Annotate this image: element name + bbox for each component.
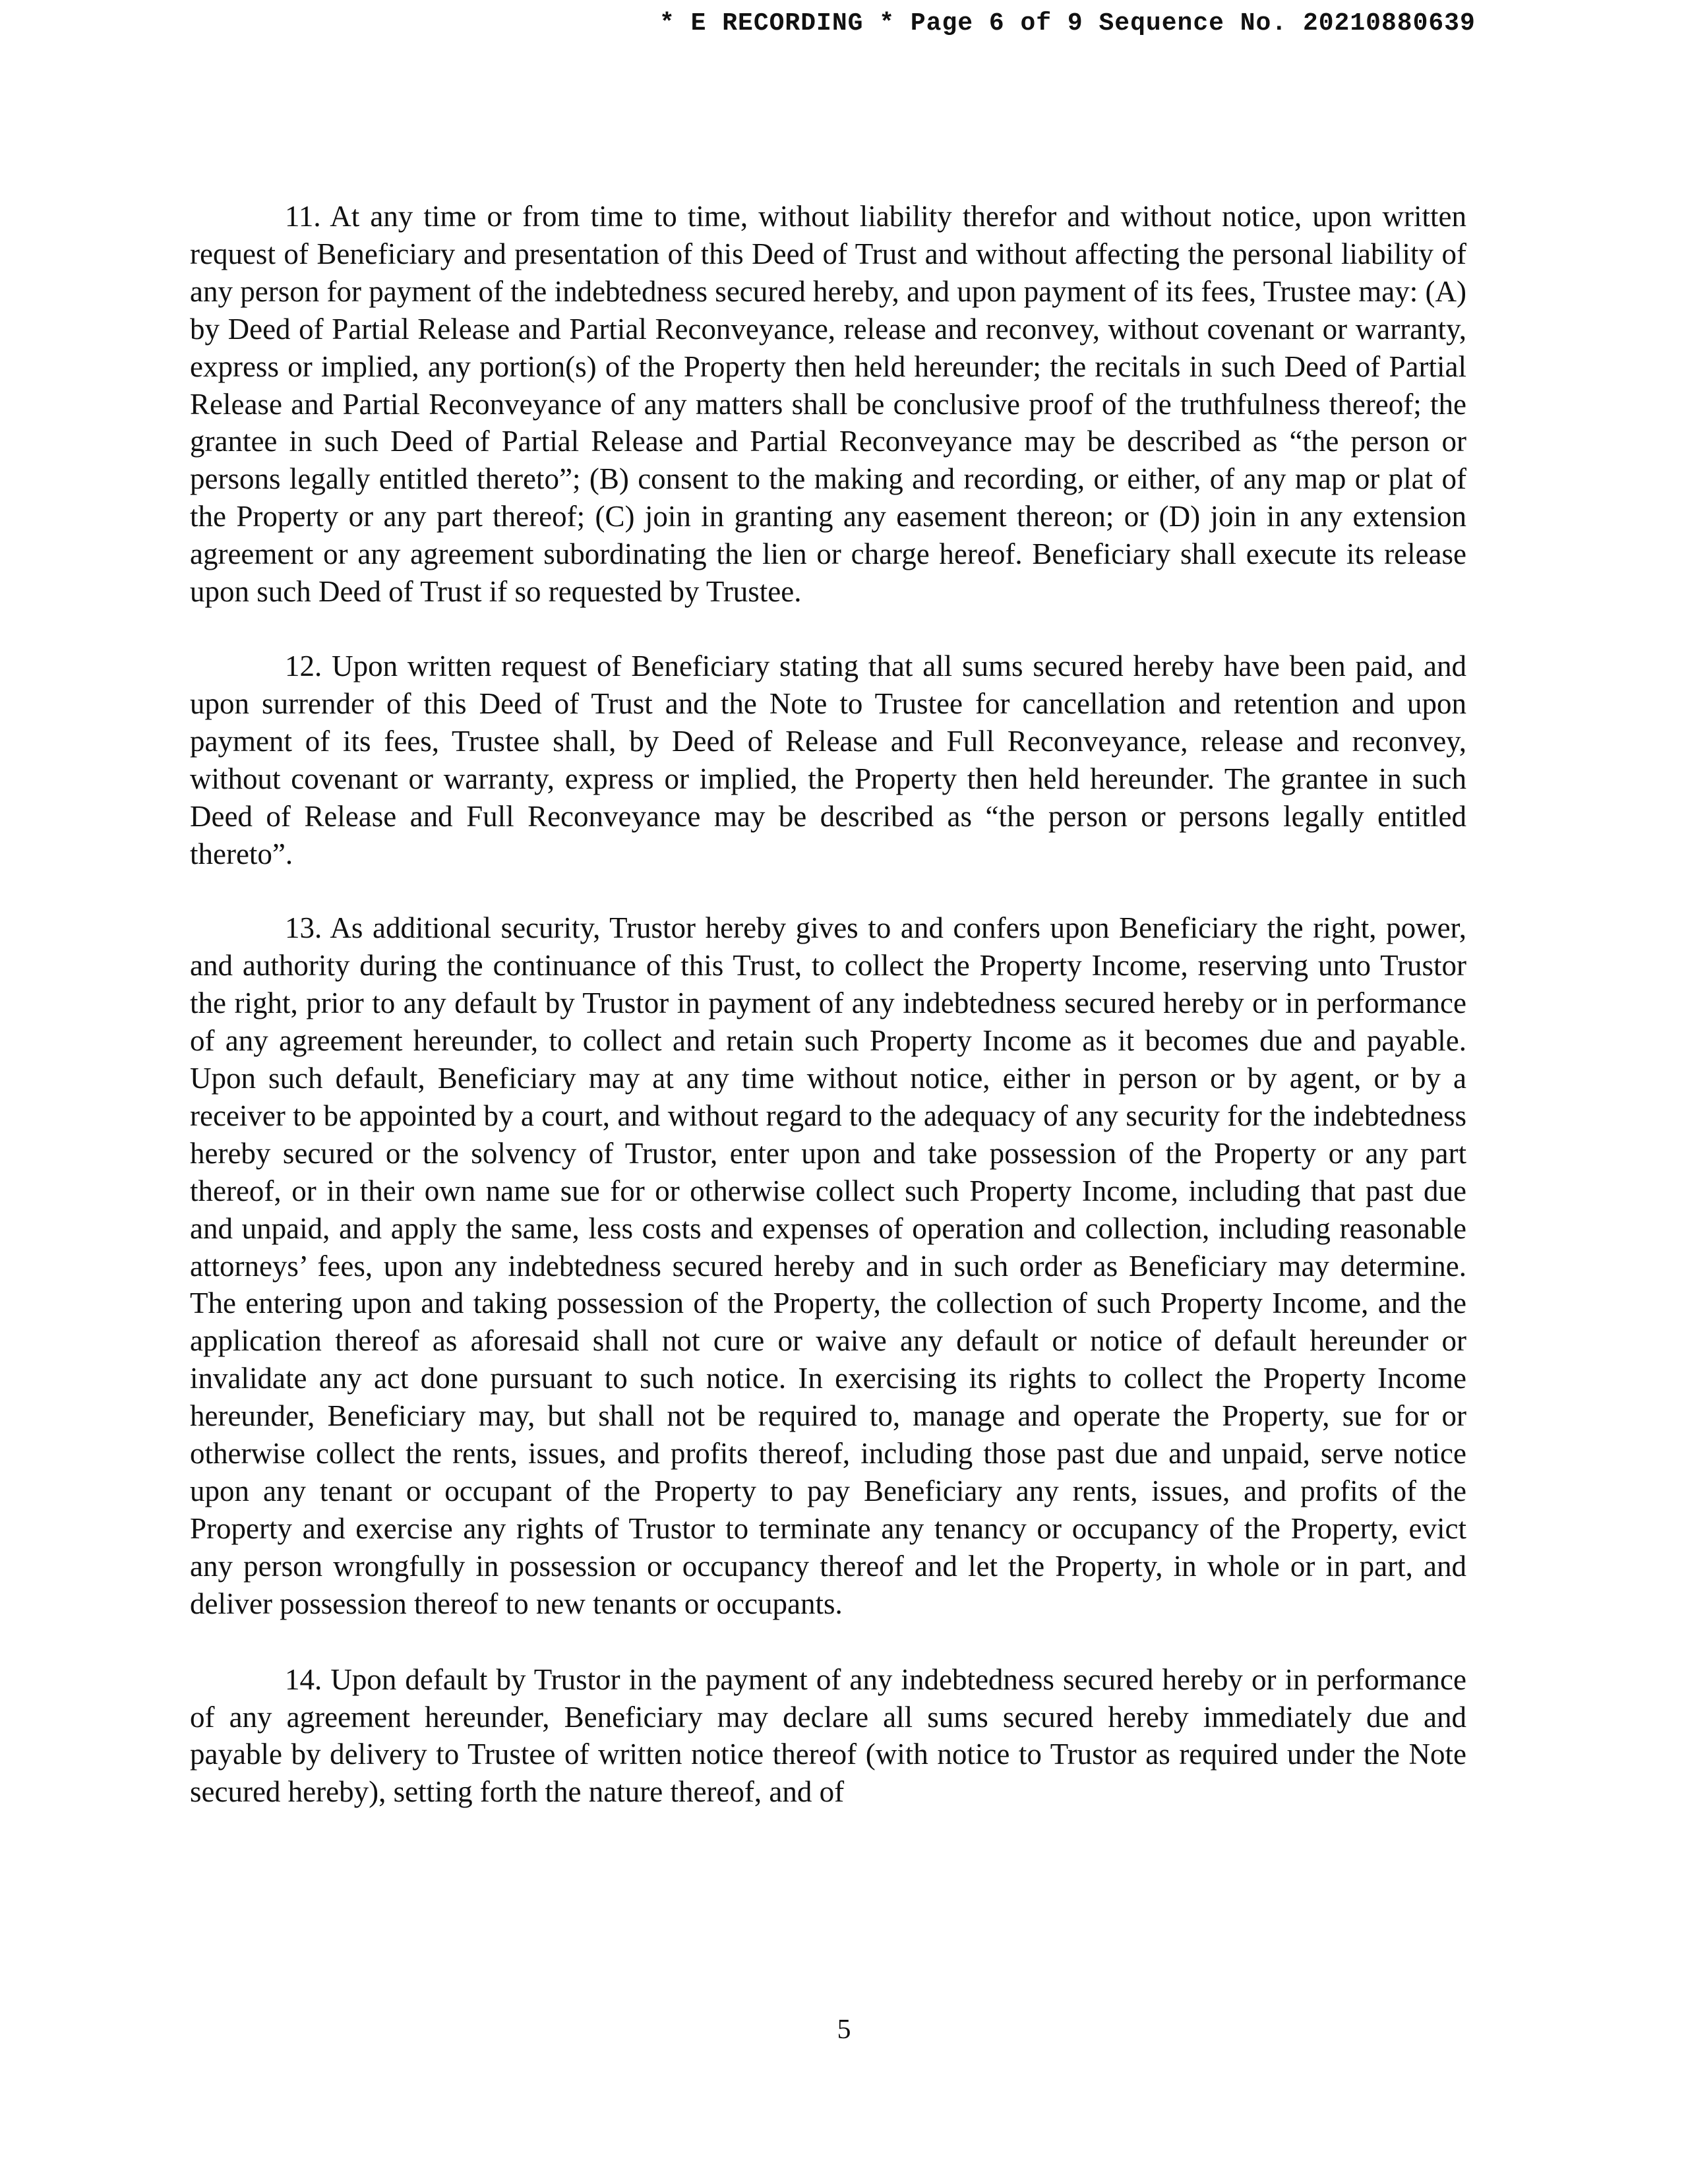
paragraph-14 (190, 1661, 1466, 1811)
paragraph-number: 14. (285, 1662, 322, 1696)
paragraph-11 (190, 198, 1466, 611)
paragraph-13 (190, 909, 1466, 1622)
recording-header: * E RECORDING * Page 6 of 9 Sequence No. 20210880639 (659, 9, 1476, 38)
page-number: 5 (837, 2015, 851, 2045)
paragraph-text: As additional security, Trustor hereby gives to and confers upon Beneficiary the right, power, and authority during the continuance of this Trust, to collect the Property Income, reserving unto Trustor the right, prior to any default by Trustor in payment of any indebtedness secured hereby or in performance of any agreement hereunder, to collect and retain such Property Income as it becomes due and payable. Upon such default, Beneficiary may at any time without notice, either in person or by agent, or by a receiver to be appointed by a court, and without regard to the adequacy of any security for the indebtedness hereby secured or the solvency of Trustor, enter upon and take possession of the Property or any part thereof, or in their own name sue for or otherwise collect such Property Income, including that past due and unpaid, and apply the same, less costs and expenses of operation and collection, including reasonable attorneys’ fees, upon any indebtedness secured hereby and in such order as Beneficiary may determine. The entering upon and taking possession of the Property, the collection of such Property Income, and the application thereof as aforesaid shall not cure or waive any default or notice of default hereunder or invalidate any act done pursuant to such notice. In exercising its rights to collect the Property Income hereunder, Beneficiary may, but shall not be required to, manage and operate the Property, sue for or otherwise collect the rents, issues, and profits thereof, including those past due and unpaid, serve notice upon any tenant or occupant of the Property to pay Beneficiary any rents, issues, and profits of the Property and exercise any rights of Trustor to terminate any tenancy or occupancy of the Property, evict any person wrongfully in possession or occupancy thereof and let the Property, in whole or in part, and deliver possession thereof to new tenants or occupants. (190, 911, 1466, 1620)
paragraph-number: 12. (285, 649, 322, 682)
paragraph-number: 13. (285, 911, 322, 945)
paragraph-12 (190, 648, 1466, 872)
document-body (190, 198, 1466, 1848)
paragraph-text: Upon default by Trustor in the payment of any indebtedness secured hereby or in performance of any agreement hereunder, Beneficiary may declare all sums secured hereby immediately due and payable by delivery to Trustee of written notice thereof (with notice to Trustor as required under the Note secured hereby), setting forth the nature thereof, and of (190, 1662, 1467, 1809)
paragraph-text: At any time or from time to time, without liability therefor and without notice, upon written request of Beneficiary and presentation of this Deed of Trust and without affecting the personal liability of any person for payment of the indebtedness secured hereby, and upon payment of its fees, Trustee may: (A) by Deed of Partial Release and Partial Reconveyance, release and reconvey, without covenant or warranty, express or implied, any portion(s) of the Property then held hereunder; the recitals in such Deed of Partial Release and Partial Reconveyance of any matters shall be conclusive proof of the truthfulness thereof; the grantee in such Deed of Partial Release and Partial Reconveyance may be described as “the person or persons legally entitled thereto”; (B) consent to the making and recording, or either, of any map or plat of the Property or any part thereof; (C) join in granting any easement thereon; or (D) join in any extension agreement or any agreement subordinating the lien or charge hereof. Beneficiary shall execute its release upon such Deed of Trust if so requested by Trustee. (190, 200, 1466, 609)
paragraph-text: Upon written request of Beneficiary stating that all sums secured hereby have been paid, and upon surrender of this Deed of Trust and the Note to Trustee for cancellation and retention and upon payment of its fees, Trustee shall, by Deed of Release and Full Reconveyance, release and reconvey, without covenant or warranty, express or implied, the Property then held hereunder. The grantee in such Deed of Release and Full Reconveyance may be described as “the person or persons legally entitled thereto”. (190, 649, 1466, 870)
paragraph-number: 11. (285, 200, 321, 233)
